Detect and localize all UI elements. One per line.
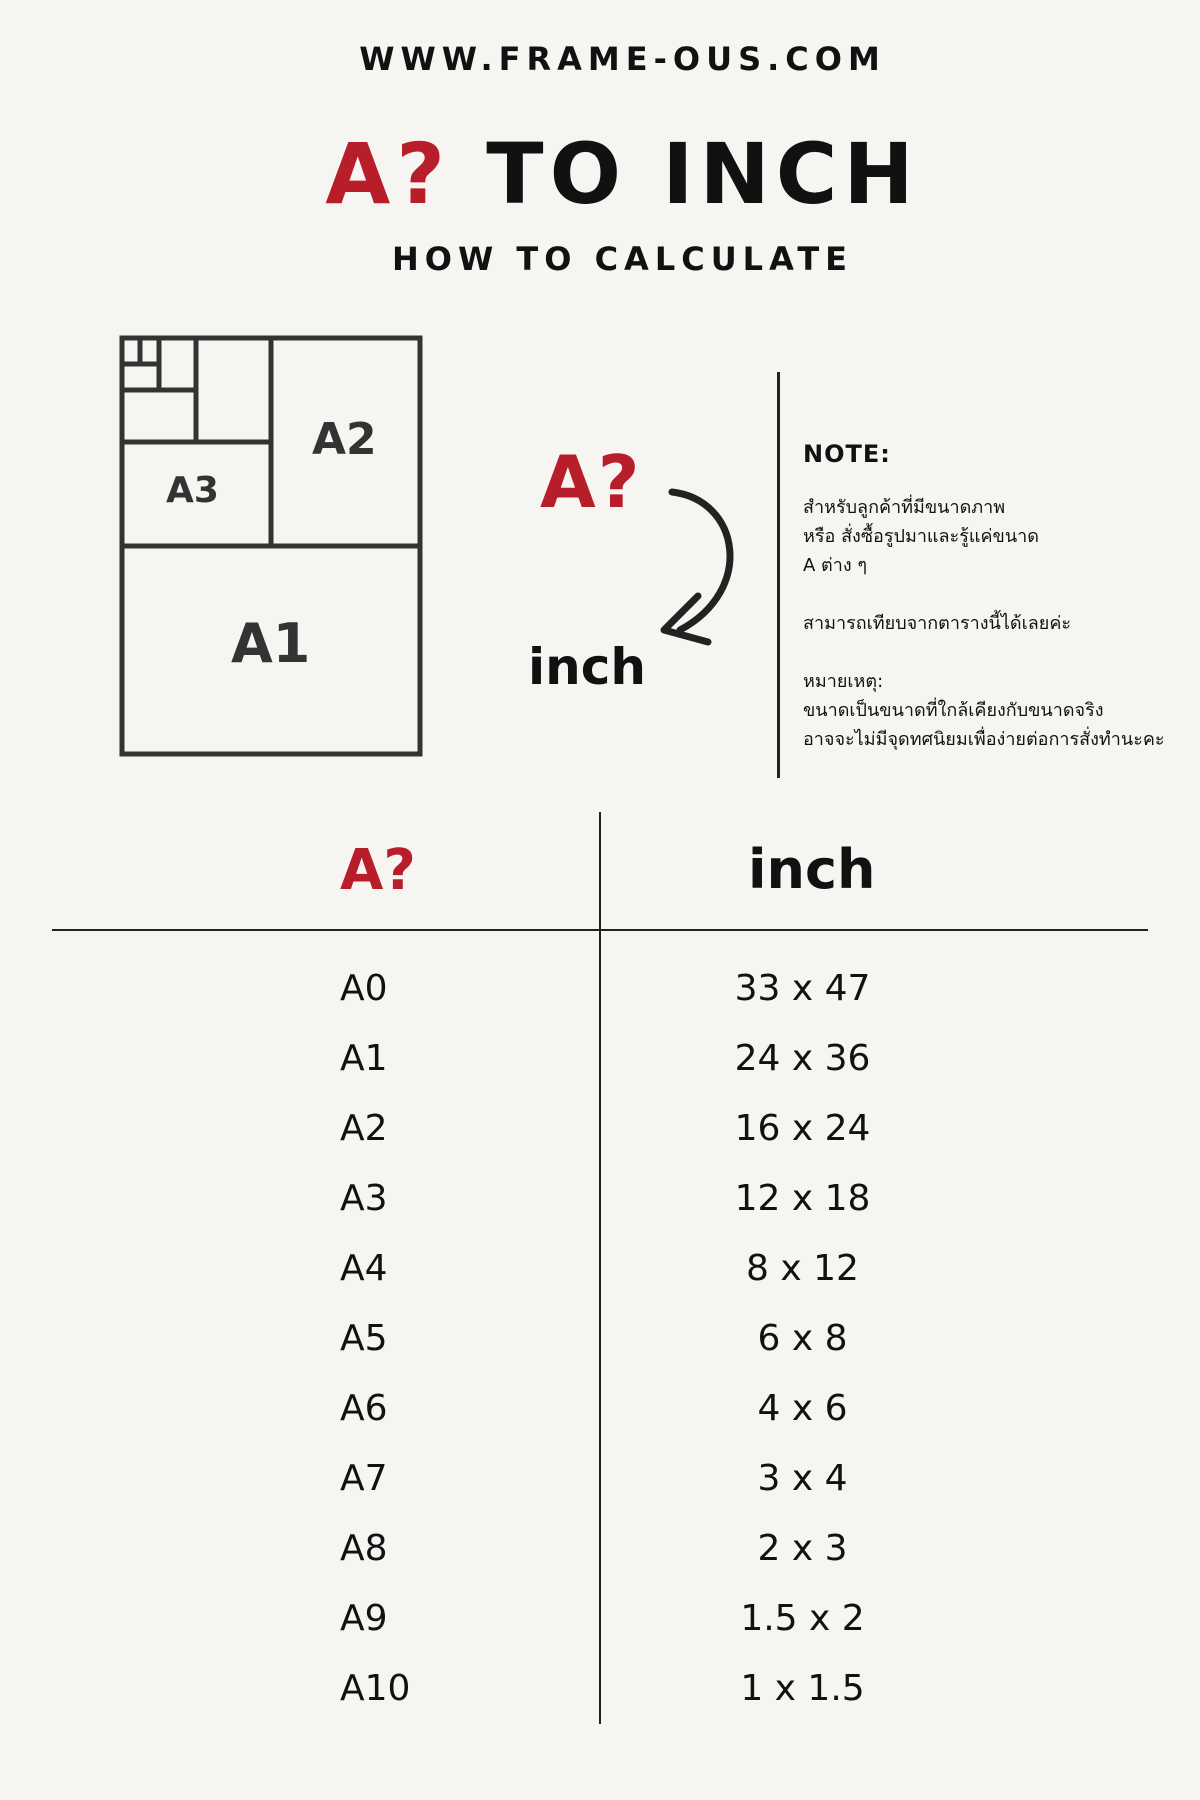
table-row: [0, 1528, 1200, 1598]
table-row: [0, 1598, 1200, 1668]
page-subtitle: HOW TO CALCULATE: [391, 240, 854, 278]
table-row: [0, 1038, 1200, 1108]
inch-size-cell: 1.5 x 2: [740, 1598, 865, 1639]
table-row: [0, 1318, 1200, 1388]
inch-size-cell: 16 x 24: [734, 1108, 871, 1149]
inch-size-cell: 8 x 12: [746, 1248, 859, 1289]
a-size-cell: A2: [340, 1108, 388, 1149]
inch-size-cell: 3 x 4: [757, 1458, 848, 1499]
note-line: สามารถเทียบจากตารางนี้ได้เลยค่ะ: [803, 613, 1072, 634]
table-row: [0, 1178, 1200, 1248]
note-line: A ต่าง ๆ: [803, 555, 868, 576]
note-line: ขนาดเป็นขนาดที่ใกล้เคียงกับขนาดจริง: [803, 700, 1104, 721]
inch-size-cell: 2 x 3: [757, 1528, 848, 1569]
note-line: หมายเหตุ:: [803, 671, 884, 692]
title-accent: A?: [325, 125, 452, 223]
conversion-from: A?: [540, 440, 642, 524]
paper-size-diagram-svg: [118, 334, 428, 764]
inch-size-cell: 6 x 8: [757, 1318, 848, 1359]
a-size-cell: A9: [340, 1598, 388, 1639]
diagram-label-a1: A1: [231, 612, 311, 675]
a-size-cell: A4: [340, 1248, 388, 1289]
note-title: NOTE:: [803, 440, 891, 468]
inch-size-cell: 12 x 18: [734, 1178, 871, 1219]
title-rest: TO INCH: [486, 125, 920, 223]
inch-size-cell: 33 x 47: [734, 968, 871, 1009]
table-row: [0, 968, 1200, 1038]
a-size-cell: A6: [340, 1388, 388, 1429]
diagram-label-a2: A2: [312, 414, 377, 465]
table-row: [0, 1388, 1200, 1458]
table-header-inch: inch: [748, 838, 876, 901]
size-table-body: [0, 968, 1200, 1738]
note-divider: [777, 372, 780, 778]
note-spacer: [803, 638, 1193, 667]
note-line: อาจจะไม่มีจุดทศนิยมเพื่อง่ายต่อการสั่งทำนะคะ: [803, 729, 1165, 750]
table-row: [0, 1668, 1200, 1738]
a-size-cell: A3: [340, 1178, 388, 1219]
a-size-cell: A7: [340, 1458, 388, 1499]
a-size-cell: A8: [340, 1528, 388, 1569]
table-header-a-size: A?: [340, 838, 416, 903]
curved-arrow-icon: [650, 480, 750, 650]
inch-size-cell: 1 x 1.5: [740, 1668, 865, 1709]
table-header-divider: [52, 929, 1148, 931]
table-row: [0, 1248, 1200, 1318]
note-spacer: [803, 580, 1193, 609]
note-line: หรือ สั่งซื้อรูปมาและรู้แค่ขนาด: [803, 526, 1039, 547]
inch-size-cell: 4 x 6: [757, 1388, 848, 1429]
paper-size-diagram: [118, 334, 428, 768]
table-row: [0, 1108, 1200, 1178]
note-panel: [803, 440, 1193, 754]
a-size-cell: A1: [340, 1038, 388, 1079]
diagram-label-a3: A3: [166, 470, 219, 511]
conversion-to: inch: [528, 638, 646, 696]
note-line: สำหรับลูกค้าที่มีขนาดภาพ: [803, 497, 1006, 518]
website-url: WWW.FRAME-OUS.COM: [359, 40, 886, 78]
a-size-cell: A10: [340, 1668, 411, 1709]
a-size-cell: A5: [340, 1318, 388, 1359]
a-size-cell: A0: [340, 968, 388, 1009]
table-row: [0, 1458, 1200, 1528]
inch-size-cell: 24 x 36: [734, 1038, 871, 1079]
page-title: [0, 125, 1200, 223]
